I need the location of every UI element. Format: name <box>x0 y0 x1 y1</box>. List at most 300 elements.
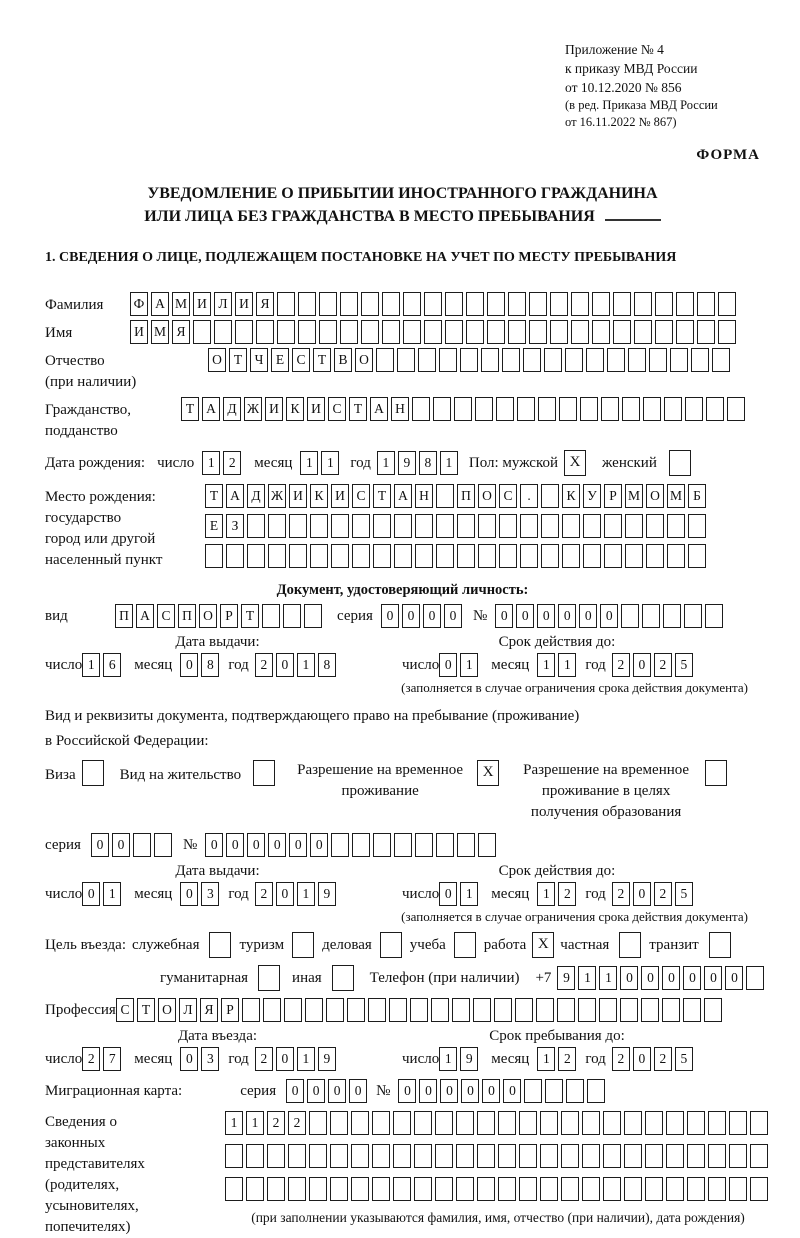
representatives-cells-2[interactable] <box>225 1144 771 1168</box>
char-cell[interactable]: 0 <box>662 966 680 990</box>
char-cell[interactable] <box>435 1111 453 1135</box>
char-cell[interactable] <box>729 1144 747 1168</box>
char-cell[interactable]: А <box>202 397 220 421</box>
char-cell[interactable]: 9 <box>557 966 575 990</box>
char-cell[interactable] <box>540 1111 558 1135</box>
char-cell[interactable] <box>246 1144 264 1168</box>
char-cell[interactable]: 9 <box>318 1047 336 1071</box>
entry-year[interactable] <box>255 1047 339 1071</box>
char-cell[interactable]: 1 <box>599 966 617 990</box>
char-cell[interactable] <box>625 514 643 538</box>
char-cell[interactable] <box>460 348 478 372</box>
char-cell[interactable]: 1 <box>246 1111 264 1135</box>
char-cell[interactable] <box>133 833 151 857</box>
purpose-other-checkbox[interactable] <box>332 965 354 991</box>
profession-cells[interactable] <box>116 998 725 1022</box>
char-cell[interactable]: 0 <box>289 833 307 857</box>
char-cell[interactable]: А <box>394 484 412 508</box>
patronymic-cells[interactable] <box>208 348 733 372</box>
phone-cells[interactable] <box>557 966 767 990</box>
char-cell[interactable]: Д <box>247 484 265 508</box>
char-cell[interactable]: М <box>151 320 169 344</box>
char-cell[interactable] <box>620 998 638 1022</box>
char-cell[interactable] <box>403 320 421 344</box>
char-cell[interactable]: Д <box>223 397 241 421</box>
char-cell[interactable] <box>712 348 730 372</box>
char-cell[interactable] <box>235 320 253 344</box>
char-cell[interactable]: 1 <box>297 653 315 677</box>
char-cell[interactable] <box>704 998 722 1022</box>
char-cell[interactable] <box>655 292 673 316</box>
char-cell[interactable] <box>655 320 673 344</box>
char-cell[interactable]: 0 <box>440 1079 458 1103</box>
char-cell[interactable]: 1 <box>297 1047 315 1071</box>
char-cell[interactable] <box>372 1177 390 1201</box>
char-cell[interactable] <box>352 514 370 538</box>
char-cell[interactable] <box>457 833 475 857</box>
char-cell[interactable] <box>641 998 659 1022</box>
char-cell[interactable] <box>351 1111 369 1135</box>
char-cell[interactable]: 1 <box>300 451 318 475</box>
char-cell[interactable] <box>498 1177 516 1201</box>
char-cell[interactable]: К <box>310 484 328 508</box>
char-cell[interactable]: 0 <box>423 604 441 628</box>
char-cell[interactable] <box>624 1144 642 1168</box>
char-cell[interactable] <box>494 998 512 1022</box>
char-cell[interactable]: 1 <box>377 451 395 475</box>
char-cell[interactable] <box>587 1079 605 1103</box>
char-cell[interactable] <box>415 833 433 857</box>
identity-valid-day[interactable] <box>439 653 481 677</box>
char-cell[interactable]: 1 <box>82 653 100 677</box>
char-cell[interactable]: 0 <box>482 1079 500 1103</box>
char-cell[interactable] <box>319 320 337 344</box>
char-cell[interactable] <box>331 514 349 538</box>
char-cell[interactable] <box>582 1144 600 1168</box>
char-cell[interactable]: П <box>178 604 196 628</box>
char-cell[interactable]: 0 <box>205 833 223 857</box>
char-cell[interactable] <box>82 760 104 786</box>
char-cell[interactable] <box>649 348 667 372</box>
char-cell[interactable]: 8 <box>318 653 336 677</box>
char-cell[interactable] <box>519 1177 537 1201</box>
char-cell[interactable]: 1 <box>537 882 555 906</box>
char-cell[interactable]: Т <box>229 348 247 372</box>
char-cell[interactable] <box>205 544 223 568</box>
char-cell[interactable] <box>456 1177 474 1201</box>
residence-valid-year[interactable] <box>612 882 696 906</box>
residence-permit-checkbox[interactable] <box>253 760 275 786</box>
char-cell[interactable] <box>628 348 646 372</box>
char-cell[interactable] <box>376 348 394 372</box>
char-cell[interactable] <box>452 998 470 1022</box>
char-cell[interactable]: Т <box>313 348 331 372</box>
char-cell[interactable] <box>351 1177 369 1201</box>
char-cell[interactable] <box>283 604 301 628</box>
char-cell[interactable] <box>289 514 307 538</box>
char-cell[interactable] <box>394 514 412 538</box>
char-cell[interactable]: . <box>520 484 538 508</box>
char-cell[interactable] <box>718 320 736 344</box>
char-cell[interactable]: 1 <box>225 1111 243 1135</box>
char-cell[interactable]: 2 <box>612 882 630 906</box>
char-cell[interactable] <box>664 397 682 421</box>
char-cell[interactable] <box>561 1111 579 1135</box>
char-cell[interactable] <box>436 833 454 857</box>
char-cell[interactable] <box>622 397 640 421</box>
doc-series-cells[interactable] <box>381 604 465 628</box>
char-cell[interactable] <box>457 544 475 568</box>
char-cell[interactable]: 0 <box>725 966 743 990</box>
sex-female-checkbox[interactable] <box>669 450 691 476</box>
char-cell[interactable]: Я <box>172 320 190 344</box>
char-cell[interactable]: 9 <box>398 451 416 475</box>
char-cell[interactable]: О <box>646 484 664 508</box>
char-cell[interactable] <box>477 1111 495 1135</box>
char-cell[interactable] <box>544 348 562 372</box>
purpose-humanitarian-checkbox[interactable] <box>258 965 280 991</box>
char-cell[interactable]: 1 <box>321 451 339 475</box>
char-cell[interactable] <box>289 544 307 568</box>
char-cell[interactable]: 0 <box>633 653 651 677</box>
char-cell[interactable]: 2 <box>612 653 630 677</box>
char-cell[interactable] <box>645 1111 663 1135</box>
char-cell[interactable] <box>330 1177 348 1201</box>
entry-day[interactable] <box>82 1047 124 1071</box>
char-cell[interactable]: С <box>157 604 175 628</box>
char-cell[interactable] <box>433 397 451 421</box>
char-cell[interactable] <box>424 292 442 316</box>
char-cell[interactable] <box>621 604 639 628</box>
char-cell[interactable]: Р <box>221 998 239 1022</box>
char-cell[interactable] <box>634 292 652 316</box>
identity-valid-month[interactable] <box>537 653 579 677</box>
doc-number-cells[interactable] <box>495 604 726 628</box>
char-cell[interactable] <box>262 604 280 628</box>
char-cell[interactable]: Т <box>349 397 367 421</box>
char-cell[interactable]: Т <box>137 998 155 1022</box>
char-cell[interactable]: С <box>328 397 346 421</box>
migration-number-cells[interactable] <box>398 1079 608 1103</box>
char-cell[interactable]: А <box>370 397 388 421</box>
char-cell[interactable]: 8 <box>419 451 437 475</box>
char-cell[interactable]: И <box>307 397 325 421</box>
char-cell[interactable] <box>642 604 660 628</box>
char-cell[interactable] <box>508 320 526 344</box>
char-cell[interactable]: 1 <box>558 653 576 677</box>
char-cell[interactable] <box>683 998 701 1022</box>
char-cell[interactable] <box>499 544 517 568</box>
purpose-tourism-checkbox[interactable] <box>292 932 314 958</box>
char-cell[interactable] <box>523 348 541 372</box>
char-cell[interactable] <box>389 998 407 1022</box>
char-cell[interactable]: П <box>457 484 475 508</box>
char-cell[interactable]: Л <box>214 292 232 316</box>
char-cell[interactable] <box>226 544 244 568</box>
char-cell[interactable]: 0 <box>381 604 399 628</box>
char-cell[interactable]: 1 <box>202 451 220 475</box>
char-cell[interactable]: Я <box>256 292 274 316</box>
char-cell[interactable] <box>267 1144 285 1168</box>
char-cell[interactable] <box>340 292 358 316</box>
char-cell[interactable]: Т <box>181 397 199 421</box>
char-cell[interactable] <box>319 292 337 316</box>
char-cell[interactable]: 5 <box>675 1047 693 1071</box>
char-cell[interactable]: С <box>499 484 517 508</box>
char-cell[interactable] <box>436 544 454 568</box>
char-cell[interactable]: М <box>625 484 643 508</box>
char-cell[interactable] <box>247 514 265 538</box>
purpose-transit-checkbox[interactable] <box>709 932 731 958</box>
char-cell[interactable]: Я <box>200 998 218 1022</box>
char-cell[interactable]: Р <box>604 484 622 508</box>
char-cell[interactable] <box>750 1111 768 1135</box>
purpose-private-checkbox[interactable] <box>619 932 641 958</box>
purpose-business-checkbox[interactable] <box>380 932 402 958</box>
char-cell[interactable] <box>268 514 286 538</box>
char-cell[interactable] <box>225 1177 243 1201</box>
char-cell[interactable] <box>603 1111 621 1135</box>
char-cell[interactable]: М <box>172 292 190 316</box>
char-cell[interactable] <box>541 514 559 538</box>
char-cell[interactable] <box>424 320 442 344</box>
char-cell[interactable] <box>456 1111 474 1135</box>
char-cell[interactable] <box>414 1177 432 1201</box>
char-cell[interactable]: 2 <box>288 1111 306 1135</box>
char-cell[interactable]: 2 <box>223 451 241 475</box>
char-cell[interactable] <box>667 514 685 538</box>
char-cell[interactable] <box>502 348 520 372</box>
char-cell[interactable] <box>242 998 260 1022</box>
char-cell[interactable] <box>646 514 664 538</box>
char-cell[interactable]: Т <box>241 604 259 628</box>
char-cell[interactable] <box>330 1144 348 1168</box>
char-cell[interactable]: 1 <box>440 451 458 475</box>
char-cell[interactable] <box>332 965 354 991</box>
char-cell[interactable] <box>352 544 370 568</box>
char-cell[interactable] <box>676 320 694 344</box>
char-cell[interactable]: Ж <box>244 397 262 421</box>
char-cell[interactable] <box>519 1111 537 1135</box>
char-cell[interactable]: 1 <box>439 1047 457 1071</box>
char-cell[interactable]: 0 <box>247 833 265 857</box>
char-cell[interactable] <box>414 1144 432 1168</box>
char-cell[interactable] <box>382 320 400 344</box>
char-cell[interactable]: 7 <box>103 1047 121 1071</box>
char-cell[interactable]: 0 <box>444 604 462 628</box>
char-cell[interactable] <box>708 1177 726 1201</box>
birth-month-cells[interactable] <box>300 451 342 475</box>
char-cell[interactable]: О <box>158 998 176 1022</box>
char-cell[interactable] <box>599 998 617 1022</box>
char-cell[interactable]: 0 <box>439 653 457 677</box>
purpose-official-checkbox[interactable] <box>209 932 231 958</box>
char-cell[interactable] <box>562 544 580 568</box>
char-cell[interactable]: 8 <box>201 653 219 677</box>
char-cell[interactable]: И <box>130 320 148 344</box>
char-cell[interactable]: 0 <box>276 1047 294 1071</box>
char-cell[interactable] <box>305 998 323 1022</box>
residence-number-cells[interactable] <box>205 833 499 857</box>
char-cell[interactable]: И <box>331 484 349 508</box>
char-cell[interactable] <box>565 348 583 372</box>
entry-month[interactable] <box>180 1047 222 1071</box>
char-cell[interactable] <box>545 1079 563 1103</box>
char-cell[interactable] <box>498 1111 516 1135</box>
char-cell[interactable]: 0 <box>398 1079 416 1103</box>
char-cell[interactable] <box>373 833 391 857</box>
char-cell[interactable] <box>709 932 731 958</box>
identity-issue-day[interactable] <box>82 653 124 677</box>
char-cell[interactable]: 2 <box>255 882 273 906</box>
char-cell[interactable] <box>394 544 412 568</box>
char-cell[interactable] <box>292 932 314 958</box>
char-cell[interactable] <box>454 932 476 958</box>
char-cell[interactable] <box>397 348 415 372</box>
visa-checkbox[interactable] <box>82 760 104 786</box>
char-cell[interactable]: 0 <box>226 833 244 857</box>
name-cells[interactable] <box>130 320 739 344</box>
char-cell[interactable]: 0 <box>307 1079 325 1103</box>
char-cell[interactable]: С <box>292 348 310 372</box>
char-cell[interactable]: 0 <box>704 966 722 990</box>
residence-valid-day[interactable] <box>439 882 481 906</box>
char-cell[interactable]: Н <box>415 484 433 508</box>
char-cell[interactable] <box>685 397 703 421</box>
char-cell[interactable]: П <box>115 604 133 628</box>
char-cell[interactable] <box>372 1144 390 1168</box>
char-cell[interactable]: Ж <box>268 484 286 508</box>
char-cell[interactable] <box>457 514 475 538</box>
char-cell[interactable] <box>309 1111 327 1135</box>
char-cell[interactable] <box>592 320 610 344</box>
char-cell[interactable] <box>604 514 622 538</box>
char-cell[interactable]: 2 <box>654 882 672 906</box>
char-cell[interactable] <box>603 1177 621 1201</box>
char-cell[interactable] <box>393 1144 411 1168</box>
char-cell[interactable] <box>267 1177 285 1201</box>
char-cell[interactable] <box>403 292 421 316</box>
char-cell[interactable]: X <box>477 760 499 786</box>
char-cell[interactable] <box>634 320 652 344</box>
char-cell[interactable] <box>645 1144 663 1168</box>
char-cell[interactable]: Е <box>271 348 289 372</box>
char-cell[interactable] <box>520 514 538 538</box>
residence-valid-month[interactable] <box>537 882 579 906</box>
char-cell[interactable] <box>566 1079 584 1103</box>
representatives-cells-1[interactable] <box>225 1111 771 1135</box>
char-cell[interactable]: И <box>265 397 283 421</box>
char-cell[interactable] <box>477 1144 495 1168</box>
char-cell[interactable] <box>645 1177 663 1201</box>
char-cell[interactable]: 2 <box>267 1111 285 1135</box>
char-cell[interactable]: 0 <box>579 604 597 628</box>
char-cell[interactable] <box>368 998 386 1022</box>
char-cell[interactable]: 2 <box>654 1047 672 1071</box>
char-cell[interactable] <box>520 544 538 568</box>
char-cell[interactable]: 0 <box>558 604 576 628</box>
char-cell[interactable] <box>687 1177 705 1201</box>
residence-issue-year[interactable] <box>255 882 339 906</box>
char-cell[interactable]: 0 <box>82 882 100 906</box>
char-cell[interactable]: 3 <box>201 882 219 906</box>
char-cell[interactable] <box>727 397 745 421</box>
char-cell[interactable] <box>414 1111 432 1135</box>
char-cell[interactable] <box>536 998 554 1022</box>
char-cell[interactable]: 1 <box>460 653 478 677</box>
char-cell[interactable]: 1 <box>103 882 121 906</box>
char-cell[interactable] <box>253 760 275 786</box>
char-cell[interactable] <box>540 1144 558 1168</box>
char-cell[interactable] <box>705 760 727 786</box>
char-cell[interactable] <box>431 998 449 1022</box>
char-cell[interactable] <box>481 348 499 372</box>
char-cell[interactable] <box>466 292 484 316</box>
char-cell[interactable]: X <box>532 932 554 958</box>
char-cell[interactable] <box>445 292 463 316</box>
char-cell[interactable] <box>214 320 232 344</box>
char-cell[interactable] <box>519 1144 537 1168</box>
char-cell[interactable] <box>347 998 365 1022</box>
char-cell[interactable] <box>288 1144 306 1168</box>
identity-issue-year[interactable] <box>255 653 339 677</box>
char-cell[interactable] <box>676 292 694 316</box>
char-cell[interactable]: А <box>151 292 169 316</box>
char-cell[interactable] <box>466 320 484 344</box>
char-cell[interactable] <box>613 320 631 344</box>
char-cell[interactable]: 2 <box>654 653 672 677</box>
temp-residence-checkbox[interactable] <box>477 760 499 786</box>
char-cell[interactable]: Е <box>205 514 223 538</box>
char-cell[interactable] <box>477 1177 495 1201</box>
char-cell[interactable] <box>550 320 568 344</box>
char-cell[interactable] <box>688 544 706 568</box>
char-cell[interactable] <box>541 484 559 508</box>
char-cell[interactable] <box>517 397 535 421</box>
char-cell[interactable] <box>326 998 344 1022</box>
char-cell[interactable] <box>445 320 463 344</box>
char-cell[interactable]: 0 <box>276 882 294 906</box>
char-cell[interactable] <box>415 544 433 568</box>
char-cell[interactable]: 0 <box>180 653 198 677</box>
char-cell[interactable] <box>268 544 286 568</box>
char-cell[interactable] <box>352 833 370 857</box>
char-cell[interactable]: А <box>226 484 244 508</box>
char-cell[interactable]: Р <box>220 604 238 628</box>
char-cell[interactable] <box>643 397 661 421</box>
char-cell[interactable] <box>310 544 328 568</box>
char-cell[interactable] <box>541 544 559 568</box>
char-cell[interactable] <box>373 514 391 538</box>
char-cell[interactable] <box>473 998 491 1022</box>
char-cell[interactable]: И <box>193 292 211 316</box>
char-cell[interactable] <box>436 514 454 538</box>
char-cell[interactable] <box>277 320 295 344</box>
char-cell[interactable] <box>277 292 295 316</box>
char-cell[interactable] <box>667 544 685 568</box>
char-cell[interactable] <box>592 292 610 316</box>
doc-kind-cells[interactable] <box>115 604 325 628</box>
char-cell[interactable] <box>415 514 433 538</box>
char-cell[interactable]: 0 <box>633 882 651 906</box>
char-cell[interactable] <box>340 320 358 344</box>
char-cell[interactable] <box>666 1111 684 1135</box>
char-cell[interactable] <box>256 320 274 344</box>
char-cell[interactable] <box>393 1111 411 1135</box>
char-cell[interactable] <box>382 292 400 316</box>
identity-issue-month[interactable] <box>180 653 222 677</box>
char-cell[interactable]: З <box>226 514 244 538</box>
